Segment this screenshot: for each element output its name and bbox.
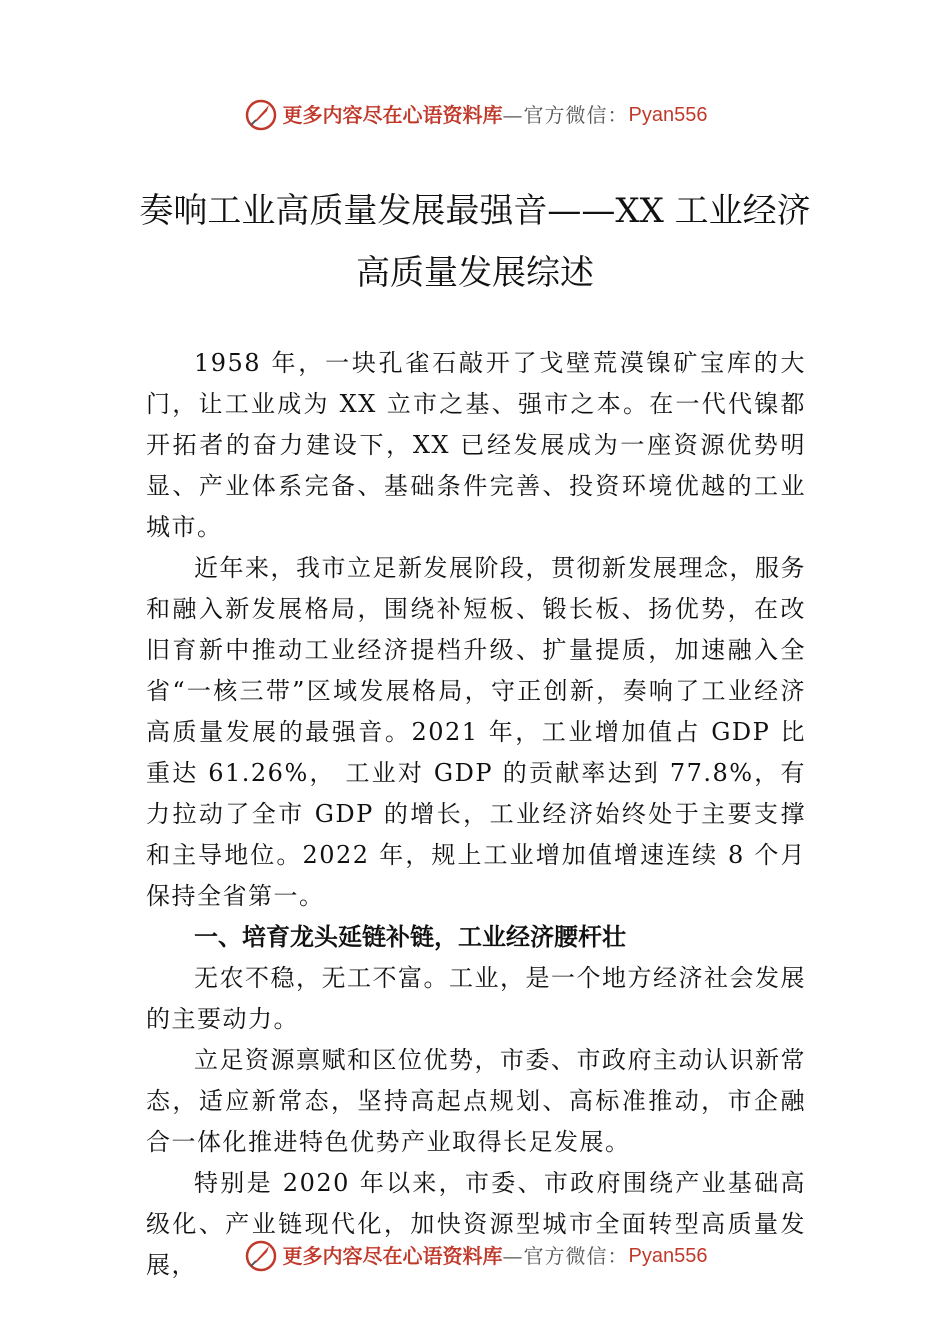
body-paragraph: 近年来，我市立足新发展阶段，贯彻新发展理念，服务和融入新发展格局，围绕补短板、锻长板、扬优势，在改旧育新中推动工业经济提档升级、扩量提质，加速融入全省“一核三带”区域发展格局，守正创新，奏响了工业经济高质量发展的最强音。2021 年，工业增加值占 GDP 比重达 61.26%， 工业对 GDP 的贡献率达到 77.8%，有力拉动了全市 GDP 的增长，工业经济始终处于主要支撑和主导地位。2022 年，规上工业增加值增速连续 8 个月保持全省第一。 bbox=[146, 554, 806, 910]
body-paragraph: 特别是 2020 年以来，市委、市政府围绕产业基础高级化、产业链现代化，加快资源型城市全面转型高质量发展， bbox=[146, 1169, 806, 1279]
watermark-footer bbox=[0, 1238, 950, 1274]
body-paragraph: 立足资源禀赋和区位优势，市委、市政府主动认识新常态，适应新常态，坚持高起点规划、高标准推动，市企融合一体化推进特色优势产业取得长足发展。 bbox=[146, 1046, 806, 1156]
section-heading: 一、培育龙头延链补链，工业经济腰杆壮 bbox=[194, 923, 626, 951]
document-title: 奏响工业高质量发展最强音——XX 工业经济高质量发展综述 bbox=[139, 191, 811, 293]
watermark-separator: — bbox=[502, 1244, 524, 1268]
watermark-highlight: 更多内容尽在心语资料库 bbox=[282, 103, 503, 127]
watermark-label: 官方微信： bbox=[523, 1244, 629, 1268]
watermark-account: Pyan556 bbox=[628, 104, 708, 126]
watermark-separator: — bbox=[502, 103, 524, 127]
watermark-account: Pyan556 bbox=[628, 1245, 708, 1267]
document-body bbox=[146, 343, 806, 1286]
watermark-label: 官方微信： bbox=[523, 103, 629, 127]
watermark-header bbox=[0, 97, 950, 133]
quill-seal-icon bbox=[243, 1238, 279, 1274]
watermark-highlight: 更多内容尽在心语资料库 bbox=[282, 1244, 503, 1268]
body-paragraph: 无农不稳，无工不富。工业，是一个地方经济社会发展的主要动力。 bbox=[146, 964, 806, 1033]
body-paragraph: 1958 年，一块孔雀石敲开了戈壁荒漠镍矿宝库的大门，让工业成为 XX 立市之基、强市之本。在一代代镍都开拓者的奋力建设下，XX 已经发展成为一座资源优势明显、产业体系完备、基础条件完善、投资环境优越的工业城市。 bbox=[146, 349, 806, 541]
quill-seal-icon bbox=[243, 97, 279, 133]
